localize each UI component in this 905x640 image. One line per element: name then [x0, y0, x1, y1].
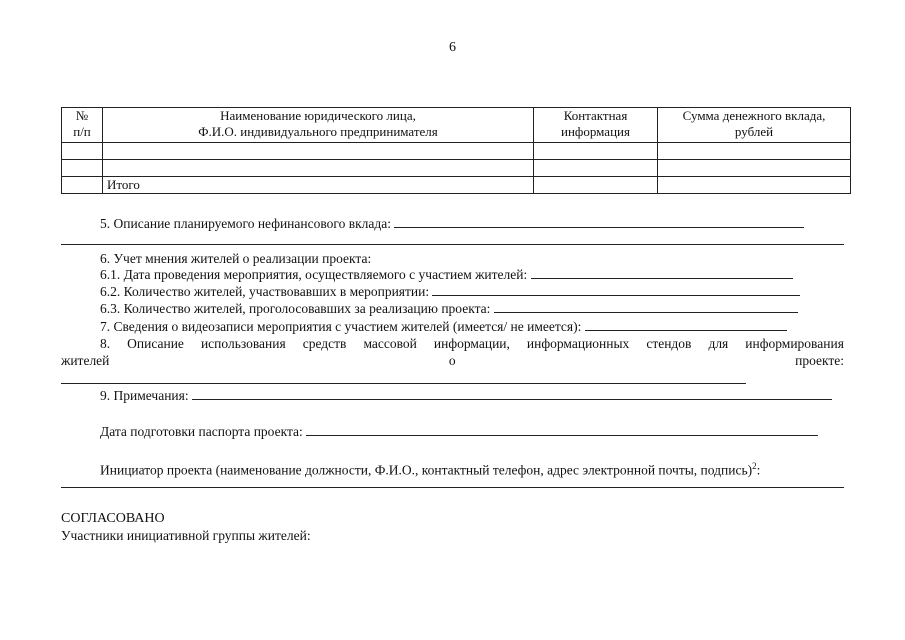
- item-7: [100, 318, 787, 335]
- item-5-label: 5. Описание планируемого нефинансового вклада:: [100, 216, 391, 231]
- initiator-colon: :: [756, 462, 761, 478]
- item-6: 6. Учет мнения жителей о реализации проекта:: [100, 251, 372, 266]
- header-contact-line1: Контактная: [563, 108, 628, 123]
- table-cell[interactable]: [658, 160, 851, 177]
- item-8-word: использования: [200, 336, 286, 351]
- item-9-field[interactable]: [192, 387, 832, 400]
- item-8: [100, 335, 844, 352]
- item-8-word: о: [448, 353, 456, 368]
- approval-subtitle: Участники инициативной группы жителей:: [61, 528, 311, 543]
- table-cell: [62, 177, 103, 194]
- header-sum-line1: Сумма денежного вклада,: [682, 108, 826, 123]
- item-6-3: [100, 300, 798, 317]
- table-header-row: [62, 108, 851, 143]
- header-contact-line2: информация: [561, 124, 630, 139]
- table-cell[interactable]: [103, 143, 534, 160]
- contributions-table: [61, 107, 851, 194]
- item-6-1-field[interactable]: [531, 266, 793, 279]
- item-6-1: [100, 266, 793, 283]
- item-8-word: стендов: [646, 336, 692, 351]
- table-cell[interactable]: [534, 143, 658, 160]
- header-sum: [658, 108, 851, 143]
- table-row: [62, 160, 851, 177]
- item-8-word: проекте:: [795, 353, 844, 368]
- item-6-2: [100, 283, 800, 300]
- item-6-3-field[interactable]: [494, 300, 798, 313]
- header-number-line2: п/п: [73, 124, 91, 139]
- item-6-3-label: 6.3. Количество жителей, проголосовавших за реализацию проекта:: [100, 301, 491, 316]
- table-cell[interactable]: [534, 177, 658, 194]
- item-7-field[interactable]: [585, 318, 787, 331]
- item-5: [100, 215, 804, 232]
- table-cell[interactable]: [103, 160, 534, 177]
- date-prepared: [100, 423, 818, 440]
- item-8-word: массовой: [363, 336, 417, 351]
- total-label: Итого: [103, 177, 534, 194]
- header-number-line1: №: [75, 108, 89, 123]
- footnote-marker: 2: [752, 461, 757, 471]
- table-row: [62, 143, 851, 160]
- table-cell[interactable]: [658, 143, 851, 160]
- header-number: [62, 108, 103, 143]
- page-number: 6: [449, 40, 456, 55]
- header-sum-line2: рублей: [734, 124, 774, 139]
- item-8-word: информационных: [526, 336, 630, 351]
- item-6-2-field[interactable]: [432, 283, 800, 296]
- header-name-line1: Наименование юридического лица,: [220, 108, 416, 123]
- initiator-label: Инициатор проекта (наименование должности, Ф.И.О., контактный телефон, адрес электронной почты, подпись): [100, 462, 753, 478]
- item-5-field[interactable]: [394, 215, 804, 228]
- total-sum-cell[interactable]: [658, 177, 851, 194]
- item-8-word: информации,: [433, 336, 510, 351]
- item-9-label: 9. Примечания:: [100, 388, 189, 403]
- item-8-word: жителей: [61, 353, 110, 368]
- item-8-word: для: [708, 336, 729, 351]
- initiator-field[interactable]: [61, 487, 844, 488]
- header-name: [103, 108, 534, 143]
- item-7-label: 7. Сведения о видеозаписи мероприятия с участием жителей (имеется/ не имеется):: [100, 319, 582, 334]
- item-5-extra-line[interactable]: [61, 244, 844, 245]
- header-contact: [534, 108, 658, 143]
- approval-title: СОГЛАСОВАНО: [61, 511, 165, 526]
- table-total-row: [62, 177, 851, 194]
- item-8-word: 8.: [100, 336, 111, 351]
- table-cell[interactable]: [534, 160, 658, 177]
- initiator: [100, 458, 760, 479]
- header-name-line2: Ф.И.О. индивидуального предпринимателя: [198, 124, 438, 139]
- table-cell[interactable]: [62, 143, 103, 160]
- table-cell[interactable]: [62, 160, 103, 177]
- date-prepared-field[interactable]: [306, 423, 818, 436]
- item-8-word: Описание: [127, 336, 184, 351]
- item-8-continued: [61, 352, 844, 369]
- item-8-field[interactable]: [61, 383, 746, 384]
- item-9: [100, 387, 832, 404]
- item-6-2-label: 6.2. Количество жителей, участвовавших в мероприятии:: [100, 284, 430, 299]
- date-prepared-label: Дата подготовки паспорта проекта:: [100, 424, 303, 439]
- item-8-word: информирования: [745, 336, 844, 351]
- item-6-1-label: 6.1. Дата проведения мероприятия, осуществляемого с участием жителей:: [100, 267, 528, 282]
- item-8-word: средств: [302, 336, 347, 351]
